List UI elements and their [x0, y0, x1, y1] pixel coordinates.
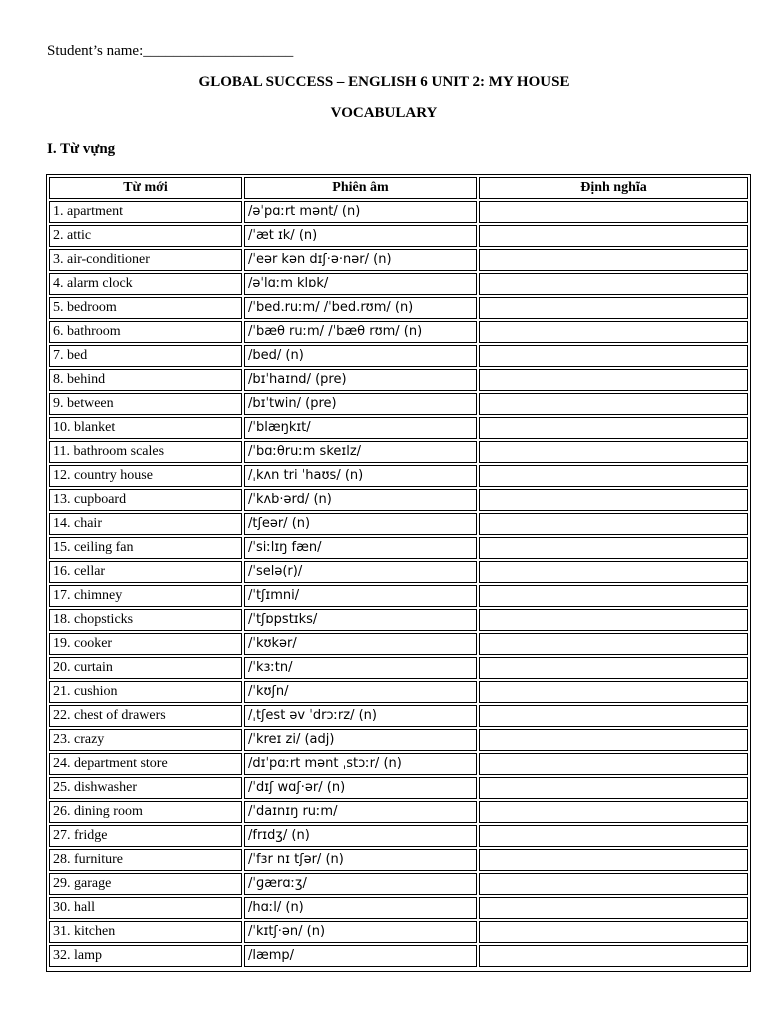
- word-cell: 5. bedroom: [49, 297, 242, 319]
- pronunciation-cell: /ˈæt ɪk/ (n): [244, 225, 477, 247]
- pronunciation-cell: /bɪˈtwin/ (pre): [244, 393, 477, 415]
- table-row: [49, 945, 748, 967]
- table-row: [49, 225, 748, 247]
- table-row: [49, 585, 748, 607]
- definition-cell[interactable]: [479, 249, 748, 271]
- definition-cell[interactable]: [479, 609, 748, 631]
- word-cell: 12. country house: [49, 465, 242, 487]
- definition-cell[interactable]: [479, 441, 748, 463]
- definition-cell[interactable]: [479, 201, 748, 223]
- word-cell: 17. chimney: [49, 585, 242, 607]
- table-row: [49, 609, 748, 631]
- definition-cell[interactable]: [479, 273, 748, 295]
- word-cell: 6. bathroom: [49, 321, 242, 343]
- table-row: [49, 441, 748, 463]
- word-cell: 22. chest of drawers: [49, 705, 242, 727]
- definition-cell[interactable]: [479, 585, 748, 607]
- word-cell: 8. behind: [49, 369, 242, 391]
- table-row: [49, 753, 748, 775]
- word-cell: 31. kitchen: [49, 921, 242, 943]
- table-row: [49, 273, 748, 295]
- table-row: [49, 369, 748, 391]
- definition-cell[interactable]: [479, 225, 748, 247]
- table-row: [49, 705, 748, 727]
- definition-cell[interactable]: [479, 537, 748, 559]
- table-row: [49, 849, 748, 871]
- pronunciation-cell: /ˈbɑːθruːm skeɪlz/: [244, 441, 477, 463]
- table-row: [49, 393, 748, 415]
- word-cell: 20. curtain: [49, 657, 242, 679]
- document-subtitle: VOCABULARY: [330, 105, 438, 121]
- definition-cell[interactable]: [479, 633, 748, 655]
- table-row: [49, 489, 748, 511]
- definition-cell[interactable]: [479, 321, 748, 343]
- pronunciation-cell: /ˈdɪʃ wɑʃ·ər/ (n): [244, 777, 477, 799]
- pronunciation-cell: /əˈpɑːrt mənt/ (n): [244, 201, 477, 223]
- word-cell: 10. blanket: [49, 417, 242, 439]
- table-row: [49, 921, 748, 943]
- vocabulary-table-frame: [46, 174, 751, 972]
- pronunciation-cell: /ˈkʌb·ərd/ (n): [244, 489, 477, 511]
- pronunciation-cell: /tʃeər/ (n): [244, 513, 477, 535]
- word-cell: 14. chair: [49, 513, 242, 535]
- word-cell: 27. fridge: [49, 825, 242, 847]
- word-cell: 32. lamp: [49, 945, 242, 967]
- definition-cell[interactable]: [479, 945, 748, 967]
- definition-cell[interactable]: [479, 801, 748, 823]
- table-row: [49, 777, 748, 799]
- word-cell: 2. attic: [49, 225, 242, 247]
- column-header-definition: Định nghĩa: [479, 177, 748, 199]
- definition-cell[interactable]: [479, 873, 748, 895]
- column-header-pronunciation: Phiên âm: [244, 177, 477, 199]
- definition-cell[interactable]: [479, 705, 748, 727]
- word-cell: 23. crazy: [49, 729, 242, 751]
- table-row: [49, 897, 748, 919]
- word-cell: 30. hall: [49, 897, 242, 919]
- pronunciation-cell: /ˈkreɪ zi/ (adj): [244, 729, 477, 751]
- definition-cell[interactable]: [479, 849, 748, 871]
- table-row: [49, 873, 748, 895]
- table-row: [49, 513, 748, 535]
- definition-cell[interactable]: [479, 489, 748, 511]
- table-row: [49, 321, 748, 343]
- pronunciation-cell: /bed/ (n): [244, 345, 477, 367]
- table-row: [49, 537, 748, 559]
- word-cell: 9. between: [49, 393, 242, 415]
- definition-cell[interactable]: [479, 561, 748, 583]
- definition-cell[interactable]: [479, 417, 748, 439]
- pronunciation-cell: /ˌkʌn tri ˈhaʊs/ (n): [244, 465, 477, 487]
- definition-cell[interactable]: [479, 393, 748, 415]
- document-title: GLOBAL SUCCESS – ENGLISH 6 UNIT 2: MY HOUSE: [198, 74, 570, 90]
- pronunciation-cell: /ˌtʃest əv ˈdrɔːrz/ (n): [244, 705, 477, 727]
- section-heading: I. Từ vựng: [47, 141, 116, 157]
- pronunciation-cell: /ˈɡærɑːʒ/: [244, 873, 477, 895]
- pronunciation-cell: /hɑːl/ (n): [244, 897, 477, 919]
- pronunciation-cell: /frɪdʒ/ (n): [244, 825, 477, 847]
- word-cell: 18. chopsticks: [49, 609, 242, 631]
- definition-cell[interactable]: [479, 753, 748, 775]
- definition-cell[interactable]: [479, 369, 748, 391]
- table-row: [49, 417, 748, 439]
- definition-cell[interactable]: [479, 897, 748, 919]
- student-name-label: Student’s name:____________________: [47, 43, 294, 59]
- table-row: [49, 465, 748, 487]
- table-row: [49, 201, 748, 223]
- table-row: [49, 657, 748, 679]
- pronunciation-cell: /ˈkʊkər/: [244, 633, 477, 655]
- pronunciation-cell: /ˈblæŋkɪt/: [244, 417, 477, 439]
- word-cell: 16. cellar: [49, 561, 242, 583]
- pronunciation-cell: /əˈlɑːm klɒk/: [244, 273, 477, 295]
- pronunciation-cell: /ˈkɪtʃ·ən/ (n): [244, 921, 477, 943]
- table-row: [49, 297, 748, 319]
- definition-cell[interactable]: [479, 513, 748, 535]
- word-cell: 13. cupboard: [49, 489, 242, 511]
- pronunciation-cell: /ˈkʊʃn/: [244, 681, 477, 703]
- word-cell: 26. dining room: [49, 801, 242, 823]
- definition-cell[interactable]: [479, 729, 748, 751]
- pronunciation-cell: /ˈsiːlɪŋ fæn/: [244, 537, 477, 559]
- table-row: [49, 801, 748, 823]
- definition-cell[interactable]: [479, 297, 748, 319]
- pronunciation-cell: /dɪˈpɑːrt mənt ˌstɔːr/ (n): [244, 753, 477, 775]
- definition-cell[interactable]: [479, 345, 748, 367]
- word-cell: 4. alarm clock: [49, 273, 242, 295]
- table-row: [49, 249, 748, 271]
- word-cell: 11. bathroom scales: [49, 441, 242, 463]
- pronunciation-cell: /ˈkɜːtn/: [244, 657, 477, 679]
- word-cell: 21. cushion: [49, 681, 242, 703]
- word-cell: 19. cooker: [49, 633, 242, 655]
- word-cell: 28. furniture: [49, 849, 242, 871]
- pronunciation-cell: /ˈfɜr nɪ tʃər/ (n): [244, 849, 477, 871]
- word-cell: 7. bed: [49, 345, 242, 367]
- pronunciation-cell: /ˈdaɪnɪŋ ruːm/: [244, 801, 477, 823]
- pronunciation-cell: /læmp/: [244, 945, 477, 967]
- table-row: [49, 345, 748, 367]
- pronunciation-cell: /ˈtʃɪmni/: [244, 585, 477, 607]
- table-row: [49, 681, 748, 703]
- table-row: [49, 825, 748, 847]
- word-cell: 29. garage: [49, 873, 242, 895]
- definition-cell[interactable]: [479, 777, 748, 799]
- table-body: [49, 201, 748, 967]
- word-cell: 24. department store: [49, 753, 242, 775]
- word-cell: 1. apartment: [49, 201, 242, 223]
- pronunciation-cell: /bɪˈhaɪnd/ (pre): [244, 369, 477, 391]
- definition-cell[interactable]: [479, 825, 748, 847]
- pronunciation-cell: /ˈbæθ ruːm/ /ˈbæθ rʊm/ (n): [244, 321, 477, 343]
- column-header-word: Từ mới: [49, 177, 242, 199]
- table-row: [49, 561, 748, 583]
- word-cell: 15. ceiling fan: [49, 537, 242, 559]
- definition-cell[interactable]: [479, 681, 748, 703]
- vocabulary-table: [47, 175, 750, 969]
- table-header-row: [49, 177, 748, 199]
- word-cell: 3. air-conditioner: [49, 249, 242, 271]
- pronunciation-cell: /ˈbed.ruːm/ /ˈbed.rʊm/ (n): [244, 297, 477, 319]
- table-row: [49, 729, 748, 751]
- pronunciation-cell: /ˈselə(r)/: [244, 561, 477, 583]
- definition-cell[interactable]: [479, 465, 748, 487]
- pronunciation-cell: /ˈtʃɒpstɪks/: [244, 609, 477, 631]
- word-cell: 25. dishwasher: [49, 777, 242, 799]
- definition-cell[interactable]: [479, 657, 748, 679]
- pronunciation-cell: /ˈeər kən dɪʃ·ə·nər/ (n): [244, 249, 477, 271]
- table-row: [49, 633, 748, 655]
- definition-cell[interactable]: [479, 921, 748, 943]
